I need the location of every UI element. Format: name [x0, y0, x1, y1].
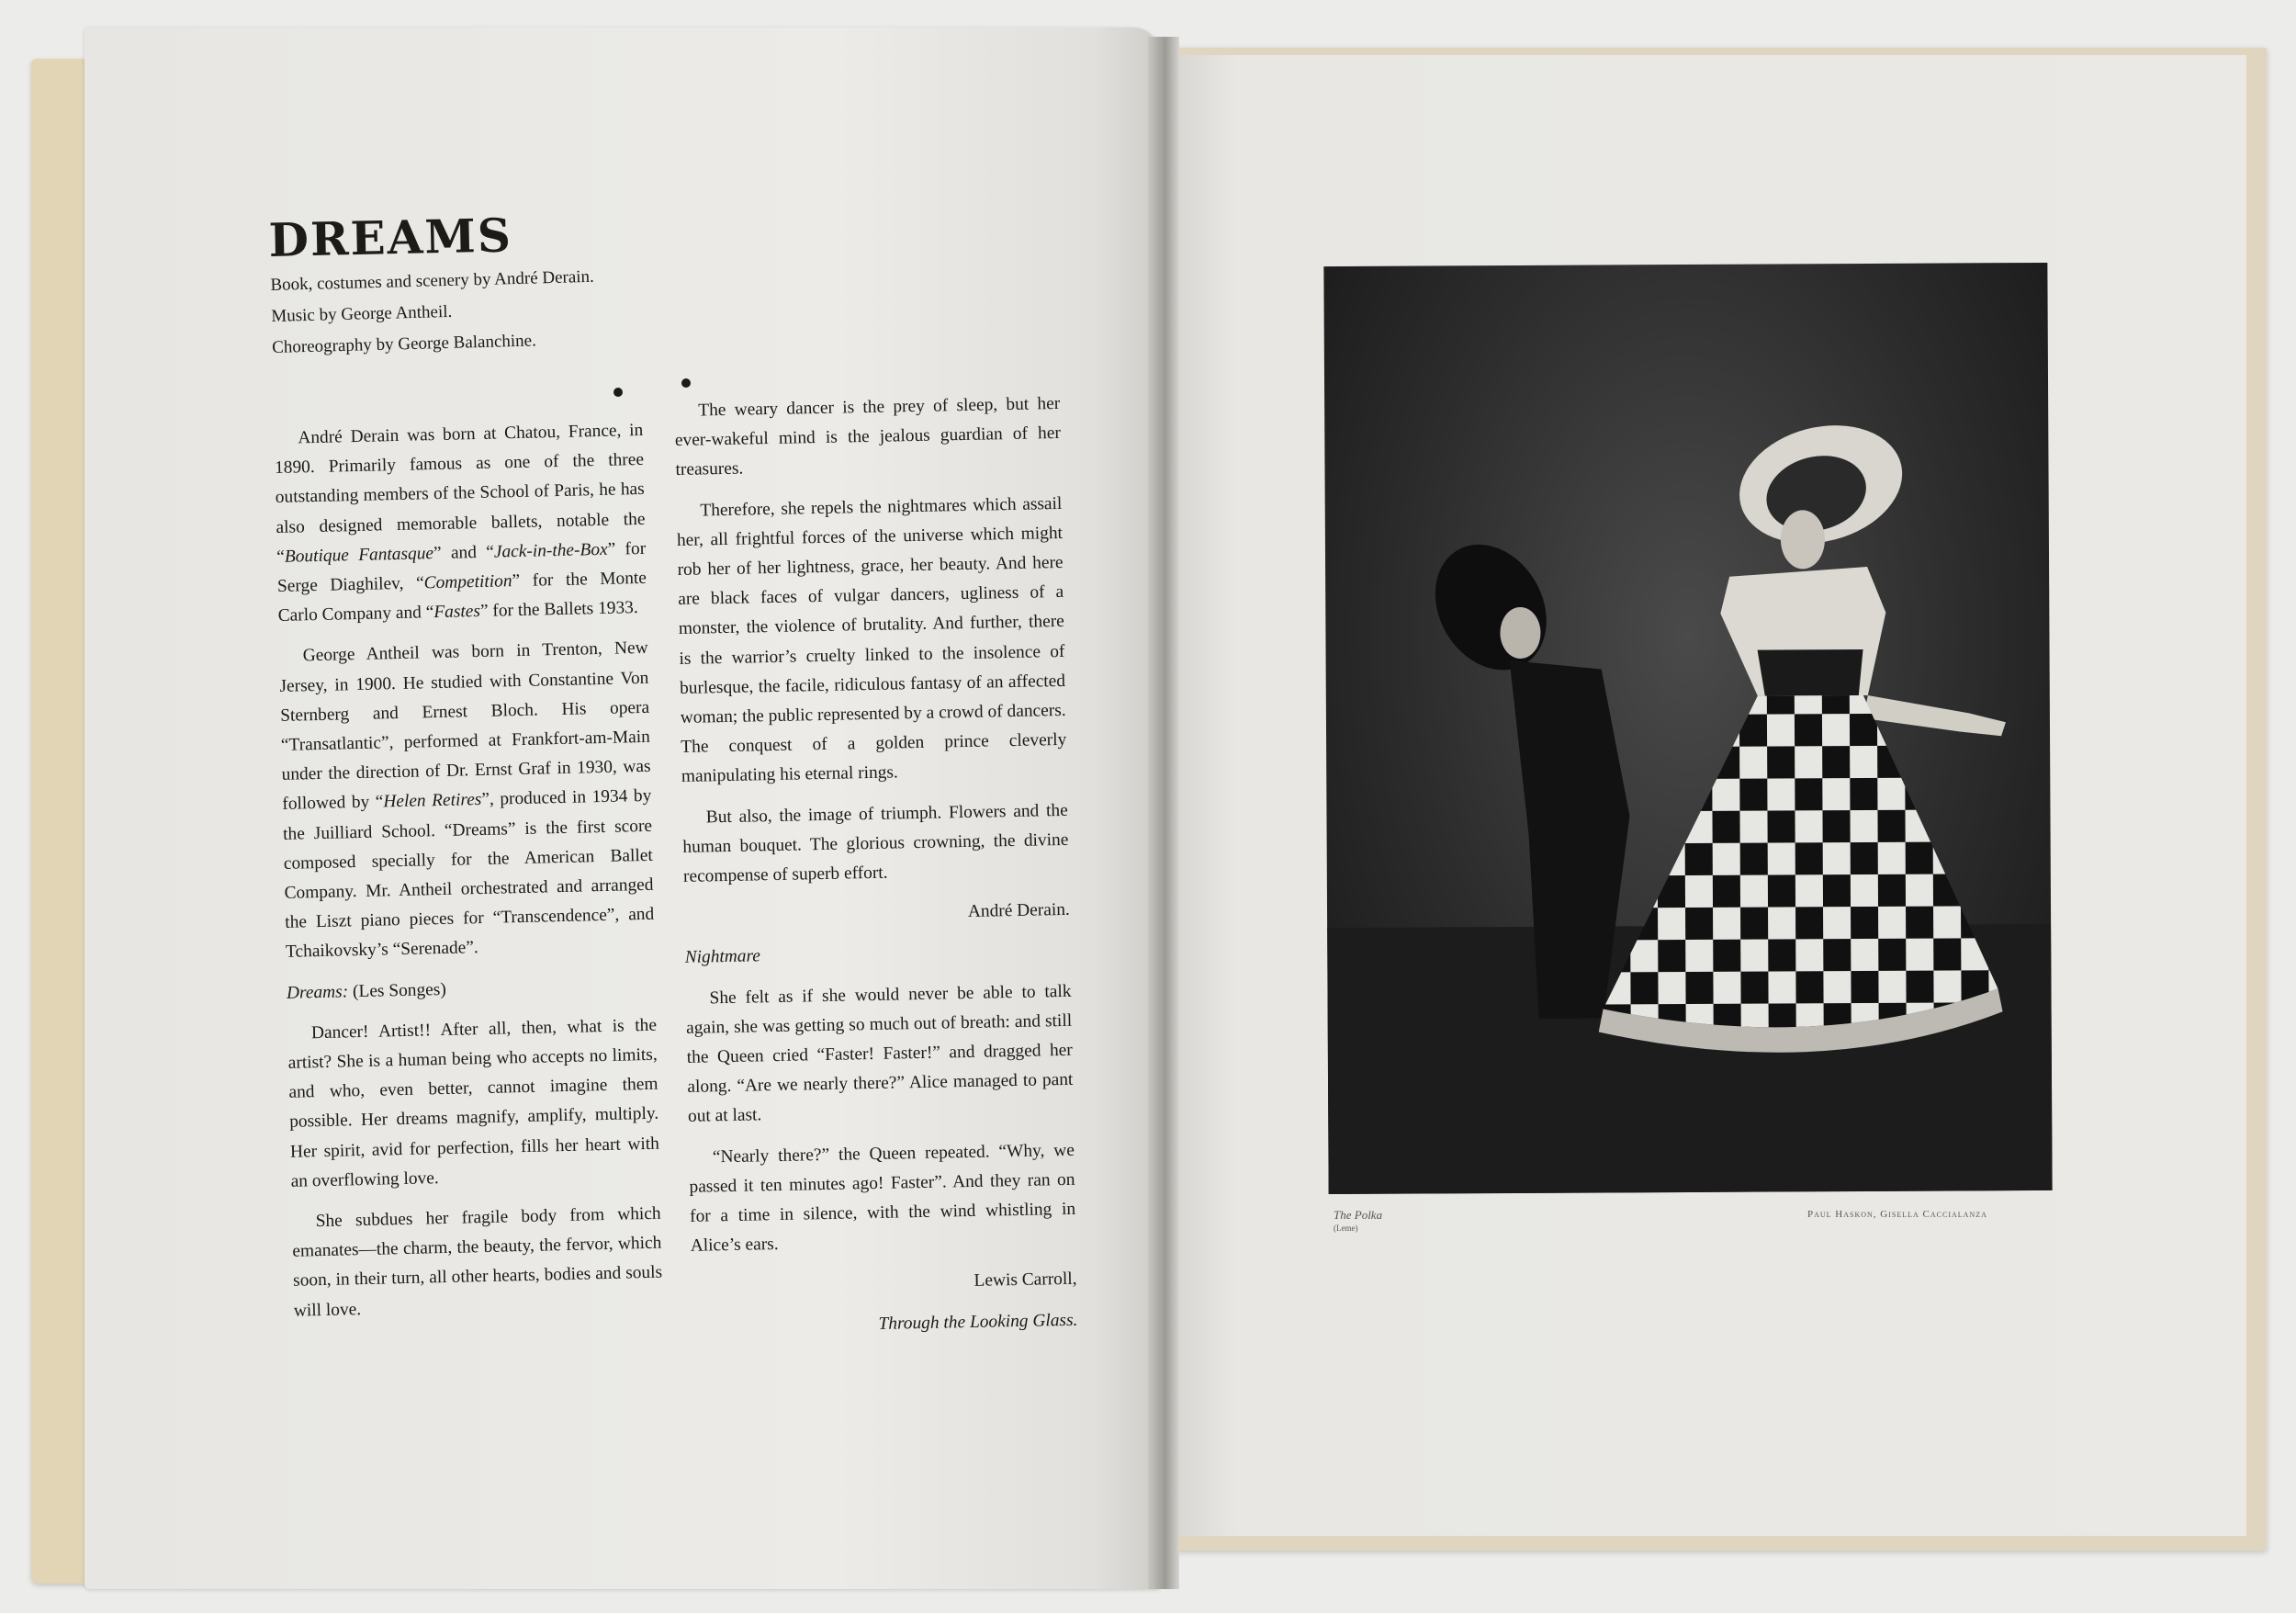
- quote-author: Lewis Carroll,: [974, 1269, 1077, 1292]
- paragraph-antheil-bio: George Antheil was born in Trenton, New Jersey, in 1900. He studied with Constantine Von Sternberg and Ernest Bloch. His opera “Transatlantic”, performed at Frankfort-am-Main under the direction of Dr. Ernst Graf in 1930, was followed by “Helen Retires”, produced in 1934 by the Juilliard School. “Dreams” is the first score composed specially for the American Ballet Company. Mr. Antheil orchestrated and arranged the Liszt piano pieces for “Transcendence”, and Tchaikovsky’s “Serenade”.: [279, 638, 655, 963]
- nightmare-heading: Nightmare: [684, 946, 761, 968]
- credits: [270, 259, 695, 364]
- photo-caption-dancers: Paul Haskon, Gisella Caccialanza: [1807, 1209, 1987, 1220]
- female-dancer-checkered-skirt: [1602, 694, 1998, 1028]
- ornament-dot-right: [681, 378, 691, 388]
- paragraph-nightmares: Therefore, she repels the nightmares which assail her, all frightful forces of the universe which might rob her of her lightness, grace, her beauty. And here are black faces of vulgar dancers, ugliness of a monster, the violence of brutality. And further, there is the warrior’s cruelty linked to the insolence of burlesque, the facile, ridiculous fantasy of an affected woman; the public represented by a crowd of dancers. The conquest of a golden prince cleverly manipulating his eternal rings.: [676, 493, 1067, 787]
- credit-line-book: Book, costumes and scenery by André Derain.: [270, 266, 595, 295]
- paragraph-queen-faster: She felt as if she would never be able to talk again, she was getting so much out of breath: and still the Queen cried “Faster! Faster!” and dragged her along. “Are we nearly there?” Alice managed to pant out at last.: [685, 981, 1074, 1127]
- dancers-photograph: [1323, 263, 2052, 1194]
- male-dancer-face: [1500, 607, 1540, 659]
- credit-line-music: Music by George Antheil.: [271, 301, 453, 326]
- page-title: DREAMS: [268, 208, 513, 267]
- signature-derain: André Derain.: [967, 900, 1071, 922]
- credit-line-choreography: Choreography by George Balanchine.: [271, 331, 537, 357]
- paragraph-fragile-body: She subdues her fragile body from which emanates—the charm, the beauty, the fervor, which soon, in their turn, all other hearts, bodies and souls will love.: [292, 1203, 663, 1321]
- ornament-dot-left: [613, 388, 623, 397]
- female-dancer-face: [1781, 510, 1825, 569]
- photo-caption-title: The Polka (Leme): [1334, 1208, 1383, 1233]
- dancers-illustration: [1323, 263, 2052, 1194]
- paragraph-weary-dancer: The weary dancer is the prey of sleep, but her ever-wakeful mind is the jealous guardian of her treasures.: [674, 393, 1062, 480]
- paragraph-nearly-there: “Nearly there?” the Queen repeated. “Why, we passed it ten minutes ago! Faster”. And they ran on for a time in silence, with the wind whistling in Alice’s ears.: [689, 1140, 1076, 1257]
- dreams-subheading: Dreams: (Les Songes): [286, 979, 447, 1003]
- female-dancer-arm: [1863, 694, 2006, 737]
- quote-source: Through the Looking Glass.: [878, 1310, 1078, 1334]
- paragraph-triumph: But also, the image of triumph. Flowers and the human bouquet. The glorious crowning, the divine recompense of superb effort.: [682, 800, 1069, 886]
- text-column-right: [674, 389, 1078, 1354]
- paragraph-dancer-artist: Dancer! Artist!! After all, then, what is the artist? She is a human being who accepts no limits, and who, even better, cannot imagine them possible. Her dreams magnify, amplify, multiply. Her spirit, avid for perfection, fills her heart with an overflowing love.: [287, 1015, 660, 1191]
- text-column-left: [274, 416, 663, 1337]
- paragraph-derain-bio: André Derain was born at Chatou, France, in 1890. Primarily famous as one of the three outstanding members of the School of Paris, he has also designed memorable ballets, notable the “Boutique Fantasque” and “Jack-in-the-Box” for Serge Diaghilev, “Competition” for the Monte Carlo Company and “Fastes” for the Ballets 1933.: [274, 420, 647, 626]
- book-gutter: [1148, 37, 1179, 1589]
